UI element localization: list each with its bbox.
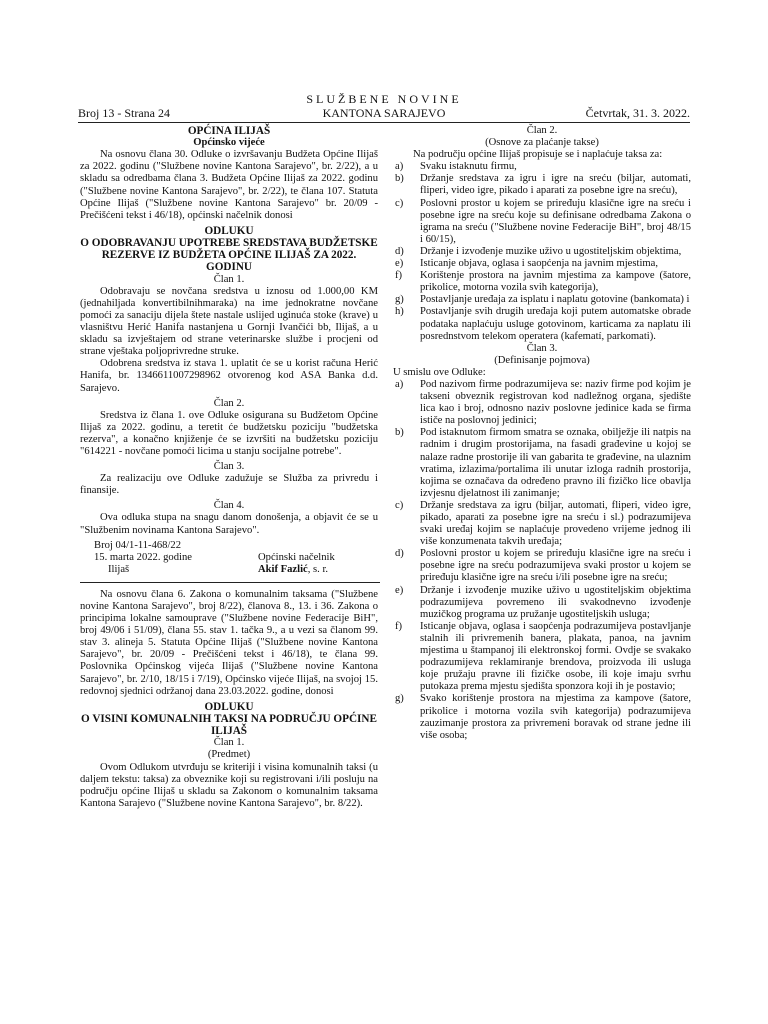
list-item-text: Korištenje prostora na javnim mjestima za kampove (šatore, prikolice, motorna vozila svih kategorija), [420,270,691,294]
article-subheading: (Predmet) [207,749,251,761]
list-item-text: Svaku istaknutu firmu, [420,161,517,173]
list-item-text: Postavljanje svih drugih uređaja koji putem automatske obrade podataka naplaćuju usluge gotovinom, karticama za naplatu ili posrednstvom telekom operatera (kafematí, parkomati). [420,306,691,342]
right-column [393,125,691,742]
article-heading: Član 2. [213,397,245,409]
signatory [258,564,378,576]
list-item-text: Pod nazivom firme podrazumijeva se: naziv firme pod kojim je takseni obveznik registrovan kod nadležnog organa, sjedište lica kao i broj, odnosno naziv poslovne jedinice kada se firma ističe na poslovnoj jedinici; [420,378,691,427]
list-item-marker: e) [395,258,404,270]
list-item-marker: c) [395,197,404,209]
article-text: Odobravaju se novčana sredstva u iznosu od 1.000,00 KM (jednahiljada konvertibilnihmaraka) na ime jednokratne novčane pomoći za sanaciju dijela štete nastale uslijed uginuća stoke (krave) u vlasništvu Herić Hanifa nastanjena u Gornji Ivančići bb, Ilijaš, a u skladu sa izvještajem od strane veterinarske službe i procjeni od strane vještaka poljoprivredne struke. [80,285,378,358]
left-column [80,125,378,810]
article-intro: Na području općine Ilijaš propisuje se i naplaćuje taksa za: [413,149,663,161]
list-item-text: Držanje i izvođenje muzike uživo u ugostiteljskim objektima podrazumijeva povremeno ili svakodnevno izvođenje muzičkog programa uz pružanje ugostiteljskih usluga; [420,584,691,620]
decision-place: Ilijaš [108,563,130,575]
article-subheading: (Osnove za plaćanje takse) [485,137,599,149]
list-item [393,548,691,584]
list-item-text: Isticanje objava, oglasa i saopćenja na javnim mjestima, [420,258,658,270]
list-item [393,693,691,741]
signatory-name: Akif Fazlić [258,563,308,575]
article-text: Ova odluka stupa na snagu danom donošenja, a objavit će se u "Službenim novinama Kantona Sarajevo". [80,512,378,536]
decision1-preamble: Na osnovu člana 30. Odluke o izvršavanju Budžeta Općine Ilijaš za 2022. godinu ("Službene novine Kantona Sarajevo", br. 2/22), a u skladu sa odredbama člana 3. Budžeta Općine Ilijaš za 2022. godinu ("Službene novine Kantona Sarajevo", br. 2/22), te člana 107. Statuta Općine Ilijaš ("Službene novine Kantona Sarajevo" br. 20/09 - Prečišćeni tekst i 46/18), općinski načelnik donosi [80,149,378,221]
signature-block [80,540,378,552]
signatory-suffix: , s. r. [307,563,329,575]
list-item [393,500,691,548]
article-text: Za realizaciju ove Odluke zadužuje se Služba za privredu i finansije. [80,473,378,497]
article-heading: Član 4. [213,500,245,512]
list-item-marker: g) [395,294,404,306]
list-item [393,379,691,427]
list-item-text: Držanje i izvođenje muzike uživo u ugostiteljskim objektima, [420,245,682,257]
decision2-preamble: Na osnovu člana 6. Zakona o komunalnim taksama ("Službene novine Kantona Sarajevo", broj 8/22), članova 8., 13. i 36. Zakona o principima lokalne samouprave ("Službene novine Federacije BiH", broj 49/06 i 51/09), člana 55. stav 1. tačka 9., a u vezi sa članom 99. stav 3. alineja 5. Statuta Općine Ilijaš ("Službene novine Kantona Sarajevo", br. 20/09 - Prečišćeni tekst i 46/18), te člana 99. Poslovnika Općinskog vijeća Ilijaš ("Službene novine Kantona Sarajevo", br. 2/10, 18/15 i 7/19), Općinsko vijeće Ilijaš, na svojoj 15. redovnoj sjednici održanoj dana 23.03.2022. godine, donosi [80,588,378,697]
list-item-marker: d) [395,245,404,257]
article-text: Odobrena sredstva iz stava 1. uplatit će se u korist računa Herić Hanifa, br. 1346611007298962 otvorenog kod ASA Banka d.d. Sarajevo. [80,358,378,394]
list-item [393,161,691,173]
list-item-marker: a) [395,378,404,390]
list-item [393,294,691,306]
list-item [393,427,691,500]
list-item [393,585,691,621]
list-item-marker: a) [395,161,404,173]
list-item-text: Postavljanje uređaja za isplatu i naplatu gotovine (bankomata) i [420,294,690,306]
list-item [393,198,691,246]
article2-list [393,161,691,342]
list-item-marker: b) [395,427,404,439]
list-item [393,306,691,342]
list-item [393,270,691,294]
list-item-marker: f) [395,620,403,632]
article-heading: Član 1. [213,273,245,285]
list-item-marker: b) [395,173,404,185]
org-heading: OPĆINA ILIJAŠ [187,125,271,137]
list-item [393,258,691,270]
decision2-title: ODLUKU [204,700,254,713]
list-item-marker: g) [395,693,404,705]
gazette-subtitle: KANTONA SARAJEVO [322,106,446,120]
council-heading: Općinsko vijeće [193,137,265,149]
article-intro: U smislu ove Odluke: [393,366,486,378]
decision-date: 15. marta 2022. godine [94,551,192,563]
issue-page-number: Broj 13 - Strana 24 [78,106,170,120]
issue-date: Četvrtak, 31. 3. 2022. [585,106,690,120]
list-item-text: Držanje sredstava za igru (biljar, automati, fliperi, video igre, pikado, aparati za posebne igre na sreću i sl.) podrazumijeva svaki uređaj kojim se naplaćuje provedeno vrijeme jednog ili više konzumenata takvih uređaja; [420,499,691,548]
article3-list [393,379,691,742]
signature-block-row [80,552,378,564]
article-subheading: (Definisanje pojmova) [494,354,590,366]
list-item-text: Svako korištenje prostora na mjestima za kampove (šatore, prikolice i motorna vozila svih kategorija) podrazumijeva zauzimanje prostora za privremeni boravak od strane jedne ili više osoba; [420,693,691,741]
list-item-text: Isticanje objava, oglasa i saopćenja podrazumijeva postavljanje stalnih ili privremenih banera, plakata, panoa, na javnim mjestima u štampanoj ili elektronskoj formi. Ovdje se svakako podrazumijeva reklamiranje brendova, proizvoda ili usluga koje pružaju pravne ili fizičke osobe, ili koje imaju svrhu putokaza prema mjestu sjedišta sponzora koji ih je postavio; [420,620,691,693]
list-item-marker: h) [395,306,404,318]
decision2-subtitle: O VISINI KOMUNALNIH TAKSI NA PODRUČJU OPĆINE ILIJAŠ [81,712,377,738]
article-heading: Član 2. [526,125,558,136]
signatory-role: Općinski načelnik [258,551,335,563]
article-heading: Član 1. [213,737,245,749]
section-divider [80,582,380,583]
list-item [393,621,691,694]
decision1-title: ODLUKU [204,224,254,237]
header-divider [78,122,690,123]
decision-number: Broj 04/1-11-468/22 [94,539,181,551]
list-item-text: Pod istaknutom firmom smatra se oznaka, obilježje ili natpis na radnim i drugim prostorijama, na fasadi građevine u kojoj se nalaze radne prostorije ili van gabarita te građevine, na ulaznim vratima, izlazima/portalima ili unutar izloga radnih prostorija, kojima se označava da određeno pravno ili fizičko lice obavlja izvjesnu djelatnost ili zanimanje; [420,427,691,499]
list-item [393,173,691,197]
signature-block-row [80,564,378,576]
article-heading: Član 3. [526,342,558,354]
gazette-title: SLUŽBENE NOVINE [306,92,462,106]
article-text: Sredstva iz člana 1. ove Odluke osigurana su Budžetom Općine Ilijaš za 2022. godinu, a teretit će budžetsku poziciju "budžetska rezerva", a konačno knjiženje će se izvršiti na budžetsku poziciju "614221 - novčane pomoći licima u stanju socijalne potrebe". [80,409,378,457]
list-item-marker: e) [395,584,404,596]
article-text: Ovom Odlukom utvrđuju se kriteriji i visina komunalnih taksi (u daljem tekstu: taksa) za obveznike koji su registrovani i/ili posluju na području općine Ilijaš u skladu sa Zakonom o komunalnim taksama Kantona Sarajevo ("Službene novine Kantona Sarajevo", br. 8/22). [80,761,378,809]
list-item-text: Poslovni prostor u kojem se priređuju klasične igre na sreću i posebne igre na sreću podrazumijeva svaki prostor u kojem se priređuju klasične igre na sreću i/ili posebne igre na sreću; [420,548,691,584]
article-heading: Član 3. [213,461,245,473]
list-item-marker: c) [395,499,404,511]
list-item-text: Držanje sredstava za igru i igre na sreću (biljar, automati, fliperi, video igre, pikado i aparati za posebne igre na sreću), [420,173,691,197]
list-item-marker: f) [395,270,403,282]
list-item [393,246,691,258]
decision1-subtitle: O ODOBRAVANJU UPOTREBE SREDSTAVA BUDŽETSKE REZERVE IZ BUDŽETA OPĆINE ILIJAŠ ZA 2022. GODINU [80,237,378,274]
list-item-marker: d) [395,548,404,560]
list-item-text: Poslovni prostor u kojem se priređuju klasične igre na sreću i posebne igre na sreću koje su definisane odredbama Zakona o igrama na sreću ("Službene novine Federacije BiH", broj 48/15 i 60/15), [420,197,691,245]
